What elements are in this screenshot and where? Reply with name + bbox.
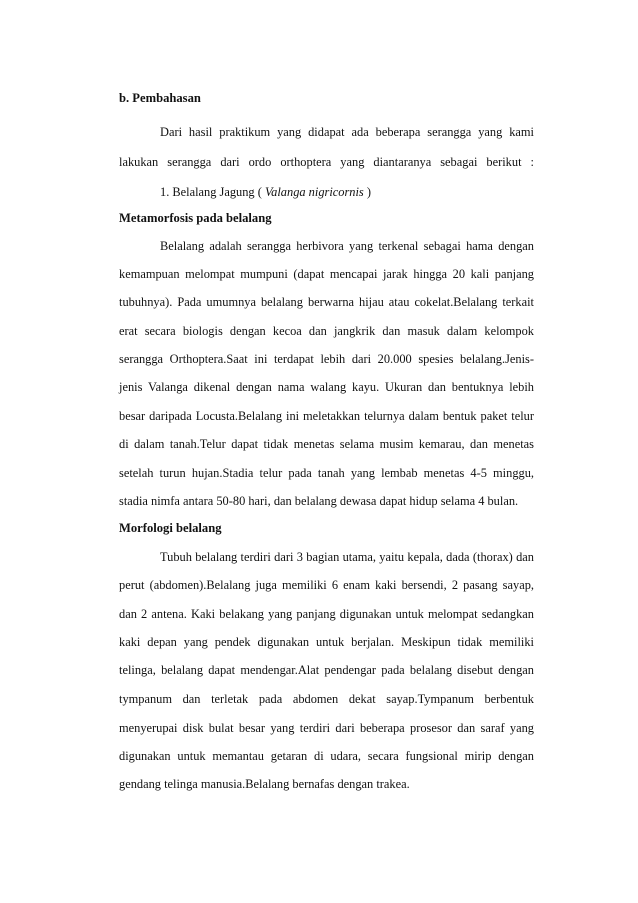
morfologi-line: digunakan untuk memantau getaran di udara, secara fungsional mirip dengan <box>119 749 534 763</box>
metamorfosis-line: erat secara biologis dengan kecoa dan jangkrik dan masuk dalam kelompok <box>119 324 534 338</box>
morfologi-line: telinga, belalang dapat mendengar.Alat pendengar pada belalang disebut dengan <box>119 663 534 677</box>
morfologi-line: tympanum dan terletak pada abdomen dekat sayap.Tympanum berbentuk <box>119 692 534 706</box>
metamorfosis-line: stadia nimfa antara 50-80 hari, dan belalang dewasa dapat hidup selama 4 bulan. <box>119 494 519 508</box>
metamorfosis-line: serangga Orthoptera.Saat ini terdapat lebih dari 20.000 spesies belalang.Jenis- <box>119 352 534 366</box>
morfologi-line: kaki depan yang pendek digunakan untuk berjalan. Meskipun tidak memiliki <box>119 635 534 649</box>
morfologi-line: Tubuh belalang terdiri dari 3 bagian utama, yaitu kepala, dada (thorax) dan <box>160 550 534 564</box>
intro-line-2: lakukan serangga dari ordo orthoptera yang diantaranya sebagai berikut : <box>119 155 534 169</box>
species-item <box>160 184 371 200</box>
metamorfosis-line: jenis Valanga dikenal dengan nama walang kayu. Ukuran dan bentuknya lebih <box>119 380 534 394</box>
metamorfosis-heading: Metamorfosis pada belalang <box>119 211 272 225</box>
species-item-suffix: ) <box>366 185 372 199</box>
morfologi-line: dan 2 antena. Kaki belakang yang panjang digunakan untuk melompat sedangkan <box>119 607 534 621</box>
intro-line-1: Dari hasil praktikum yang didapat ada beberapa serangga yang kami <box>160 125 534 139</box>
metamorfosis-line: kemampuan melompat mumpuni (dapat mencapai jarak hingga 20 kali panjang <box>119 267 534 281</box>
morfologi-heading: Morfologi belalang <box>119 521 222 535</box>
metamorfosis-line: tubuhnya). Pada umumnya belalang berwarna hijau atau cokelat.Belalang terkait <box>119 295 534 309</box>
metamorfosis-line: besar daripada Locusta.Belalang ini meletakkan telurnya dalam bentuk paket telur <box>119 409 534 423</box>
species-item-prefix: 1. Belalang Jagung ( <box>160 185 262 199</box>
metamorfosis-line: di dalam tanah.Telur dapat tidak menetas selama musim kemarau, dan menetas <box>119 437 534 451</box>
morfologi-line: gendang telinga manusia.Belalang bernafas dengan trakea. <box>119 777 410 791</box>
section-title: b. Pembahasan <box>119 91 201 105</box>
metamorfosis-line: Belalang adalah serangga herbivora yang terkenal sebagai hama dengan <box>160 239 534 253</box>
species-name: Valanga nigricornis <box>264 185 364 199</box>
metamorfosis-line: setelah turun hujan.Stadia telur pada tanah yang lembab menetas 4-5 minggu, <box>119 466 534 480</box>
morfologi-line: menyerupai disk bulat besar yang terdiri dari beberapa prosesor dan saraf yang <box>119 721 534 735</box>
morfologi-line: perut (abdomen).Belalang juga memiliki 6 enam kaki bersendi, 2 pasang sayap, <box>119 578 534 592</box>
